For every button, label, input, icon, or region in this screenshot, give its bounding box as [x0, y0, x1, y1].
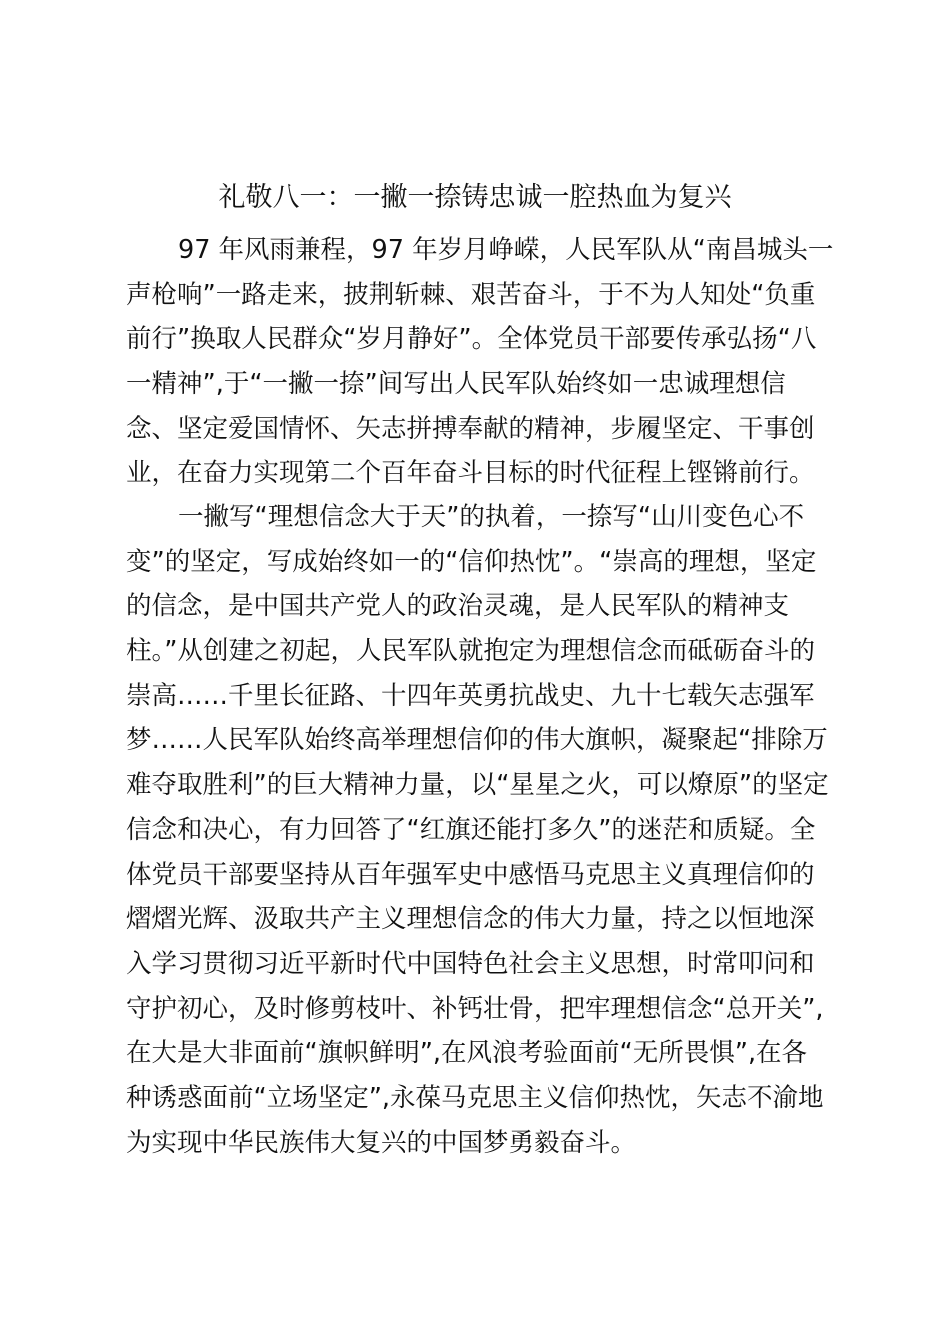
paragraph-line: 熠熠光辉、汲取共产主义理想信念的伟大力量，持之以恒地深 — [126, 904, 815, 935]
paragraph-line: 守护初心，及时修剪枝叶、补钙壮骨，把牢理想信念“总开关”, — [126, 993, 824, 1024]
paragraph-line: 梦……人民军队始终高举理想信仰的伟大旗帜，凝聚起“排除万 — [126, 725, 828, 756]
document-title: 礼敬八一：一撇一捺铸忠诚一腔热血为复兴 — [218, 182, 732, 213]
paragraph-line: 入学习贯彻习近平新时代中国特色社会主义思想，时常叩问和 — [126, 948, 815, 979]
paragraph-line: 难夺取胜利”的巨大精神力量，以“星星之火，可以燎原”的坚定 — [126, 770, 829, 801]
paragraph-line: 声枪响”一路走来，披荆斩棘、艰苦奋斗，于不为人知处“负重 — [126, 279, 816, 310]
paragraph-line: 的信念，是中国共产党人的政治灵魂，是人民军队的精神支 — [126, 591, 790, 622]
paragraph-line: 一精神”,于“一撇一捺”间写出人民军队始终如一忠诚理想信 — [126, 369, 786, 400]
paragraph-line: 前行”换取人民群众“岁月静好”。全体党员干部要传承弘扬“八 — [126, 324, 817, 355]
paragraph-line: 柱。”从创建之初起，人民军队就抱定为理想信念而砥砺奋斗的 — [126, 636, 815, 667]
paragraph-line: 念、坚定爱国情怀、矢志拼搏奉献的精神，步履坚定、干事创 — [126, 413, 815, 444]
paragraph-line: 崇高……千里长征路、十四年英勇抗战史、九十七载矢志强军 — [126, 680, 815, 711]
paragraph-line: 业，在奋力实现第二个百年奋斗目标的时代征程上铿锵前行。 — [126, 458, 815, 489]
paragraph-line: 信念和决心，有力回答了“红旗还能打多久”的迷茫和质疑。全 — [126, 814, 816, 845]
paragraph-line: 变”的坚定，写成始终如一的“信仰热忱”。“崇高的理想，坚定 — [126, 546, 817, 577]
paragraph-line: 体党员干部要坚持从百年强军史中感悟马克思主义真理信仰的 — [126, 859, 815, 890]
paragraph-line: 97 年风雨兼程，97 年岁月峥嵘，人民军队从“南昌城头一 — [178, 235, 834, 265]
paragraph-line: 为实现中华民族伟大复兴的中国梦勇毅奋斗。 — [126, 1127, 637, 1158]
paragraph-line: 一撇写“理想信念大于天”的执着，一捺写“山川变色心不 — [178, 502, 805, 532]
paragraph-line: 种诱惑面前“立场坚定”,永葆马克思主义信仰热忱，矢志不渝地 — [126, 1082, 824, 1113]
paragraph-1 — [126, 228, 836, 496]
paragraph-2 — [126, 495, 836, 1165]
paragraph-line: 在大是大非面前“旗帜鲜明”,在风浪考验面前“无所畏惧”,在各 — [126, 1038, 808, 1069]
